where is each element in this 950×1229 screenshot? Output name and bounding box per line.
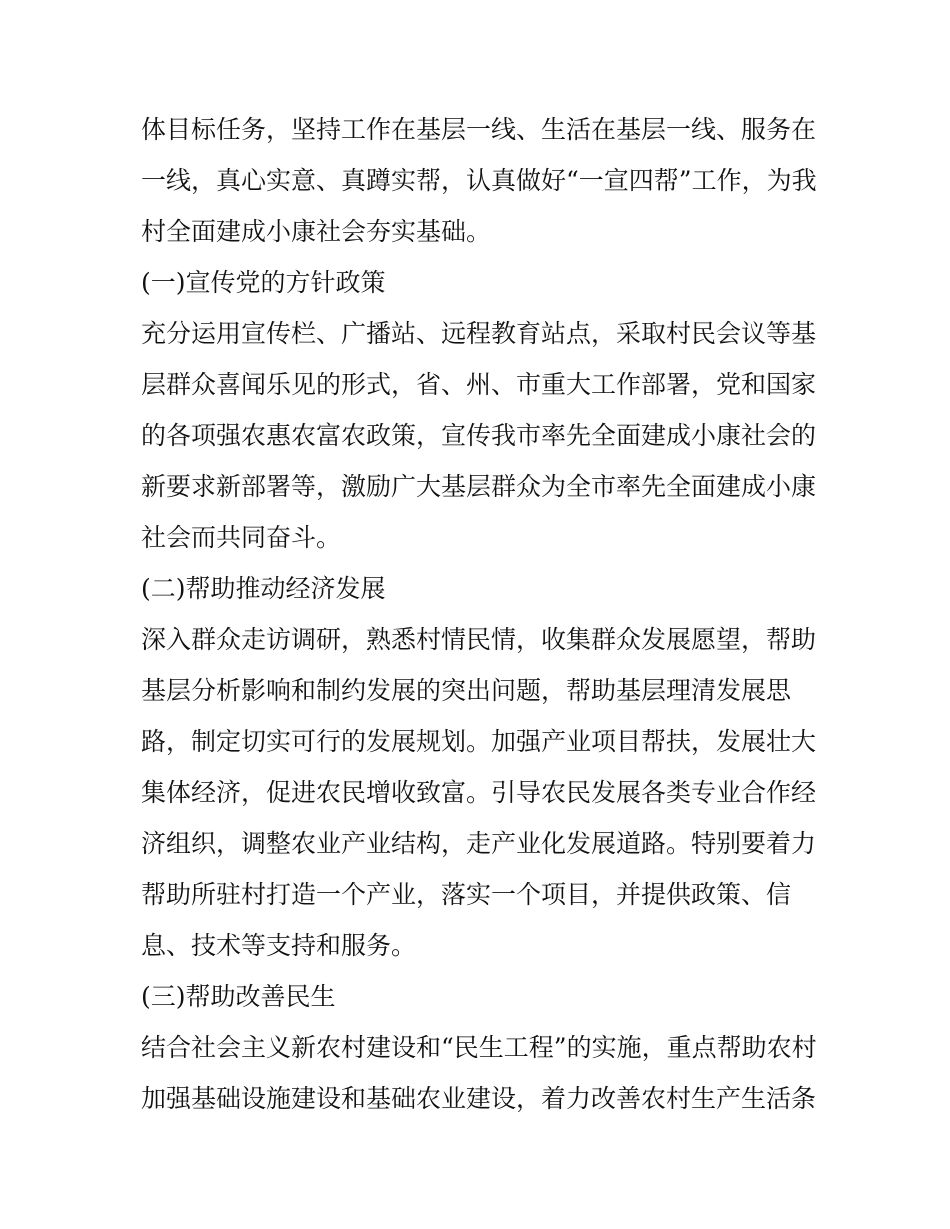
text-line: 村全面建成小康社会夯实基础。 [141, 217, 492, 246]
text-line: 济组织，调整农业产业结构，走产业化发展道路。特别要着力 [141, 829, 817, 858]
text-line: 深入群众走访调研，熟悉村情民情，收集群众发展愿望，帮助 [141, 625, 817, 654]
section-heading: (三)帮助改善民生 [141, 982, 336, 1011]
text-line: 加强基础设施建设和基础农业建设，着力改善农村生产生活条 [141, 1084, 817, 1113]
text-line: 一线，真心实意、真蹲实帮，认真做好“一宣四帮”工作，为我 [141, 166, 817, 195]
text-line: 帮助所驻村打造一个产业，落实一个项目，并提供政策、信 [141, 880, 792, 909]
text-line: 基层分析影响和制约发展的突出问题，帮助基层理清发展思 [141, 676, 792, 705]
text-line: 体目标任务，坚持工作在基层一线、生活在基层一线、服务在 [141, 115, 817, 144]
text-line: 结合社会主义新农村建设和“民生工程”的实施，重点帮助农村 [141, 1033, 817, 1062]
text-line: 层群众喜闻乐见的形式，省、州、市重大工作部署，党和国家 [141, 370, 817, 399]
text-line: 社会而共同奋斗。 [141, 523, 342, 552]
text-line: 充分运用宣传栏、广播站、远程教育站点，采取村民会议等基 [141, 319, 817, 348]
text-line: 路，制定切实可行的发展规划。加强产业项目帮扶，发展壮大 [141, 727, 817, 756]
text-line: 集体经济，促进农民增收致富。引导农民发展各类专业合作经 [141, 778, 817, 807]
text-line: 息、技术等支持和服务。 [141, 931, 417, 960]
text-line: 新要求新部署等，激励广大基层群众为全市率先全面建成小康 [141, 472, 817, 501]
section-heading: (二)帮助推动经济发展 [141, 574, 386, 603]
text-line: 的各项强农惠农富农政策，宣传我市率先全面建成小康社会的 [141, 421, 817, 450]
section-heading: (一)宣传党的方针政策 [141, 268, 386, 297]
